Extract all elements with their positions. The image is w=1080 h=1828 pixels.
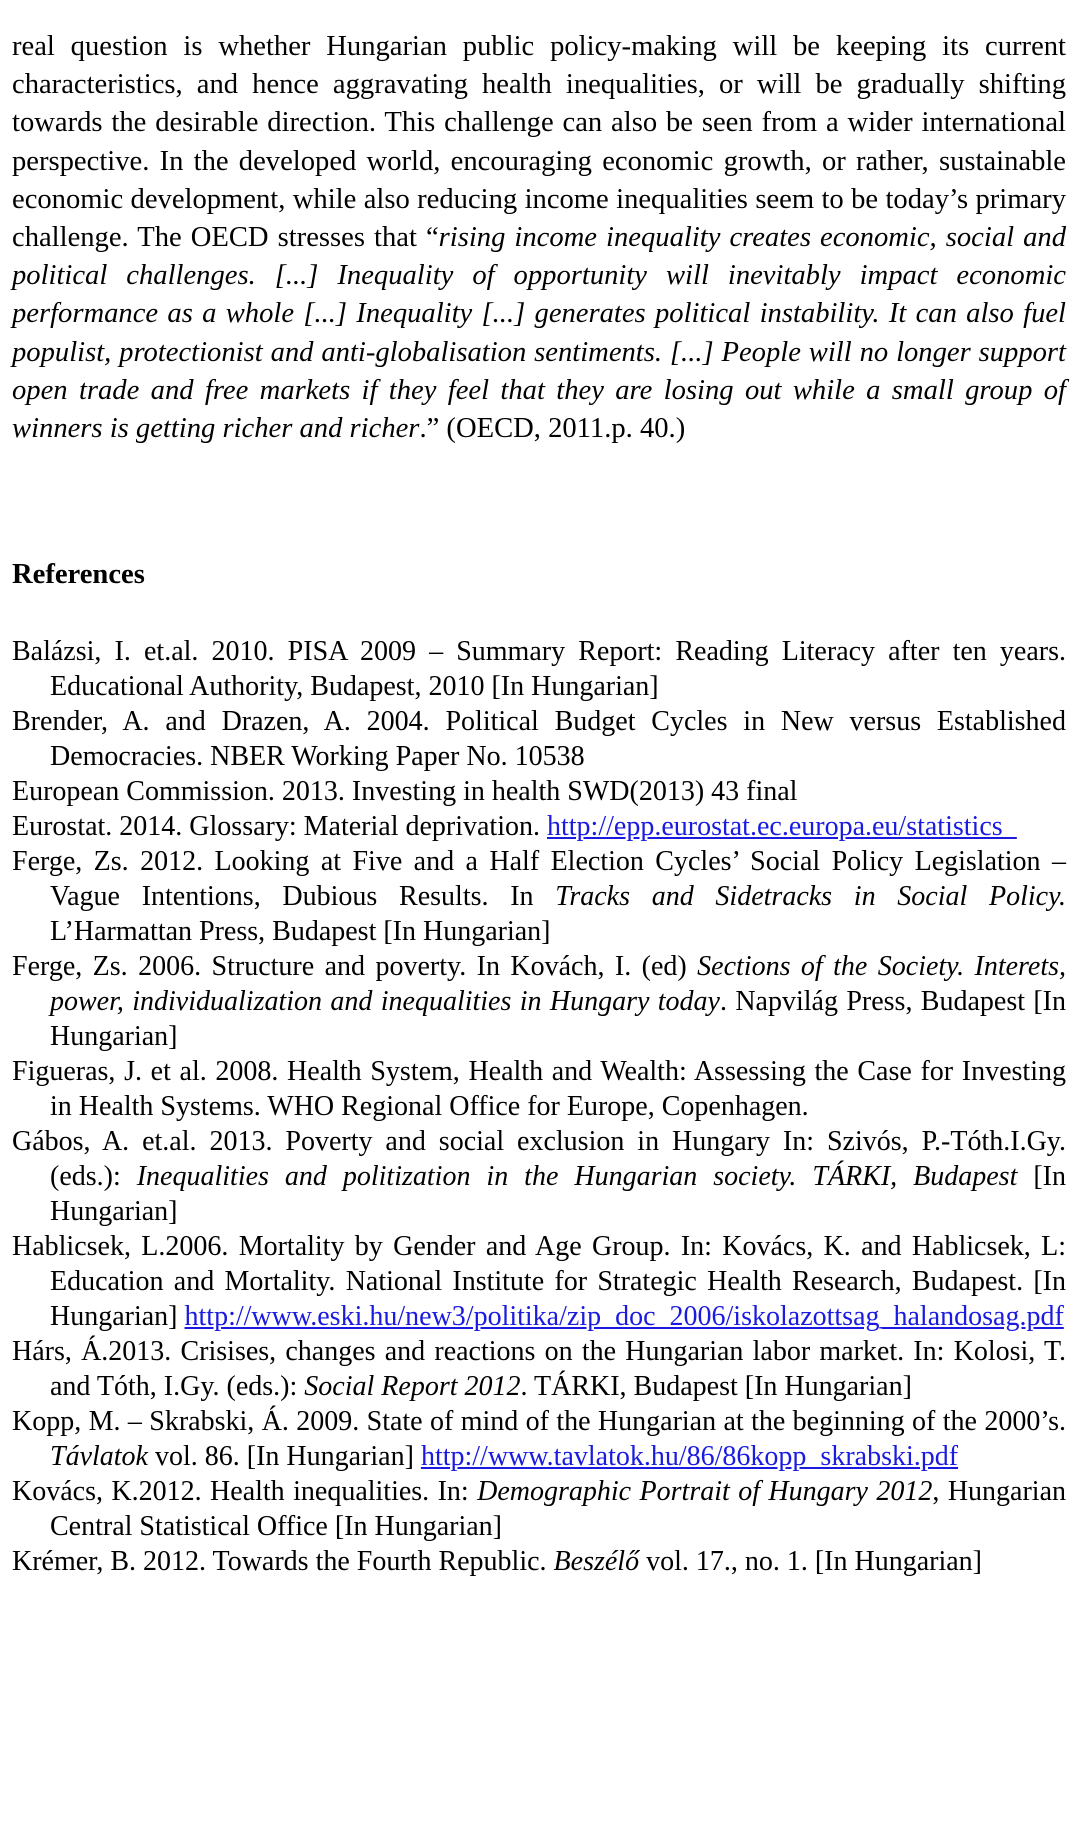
reference-text: Kovács, K.2012. Health inequalities. In: (12, 1476, 478, 1508)
reference-text-continued: vol. 17., no. 1. [In Hungarian] (639, 1546, 983, 1578)
reference-entry (12, 1404, 1066, 1474)
reference-entry (12, 949, 1066, 1054)
reference-entry (12, 844, 1066, 949)
reference-title: Tracks and Sidetracks in Social Policy. (555, 881, 1066, 913)
reference-title: Távlatok (50, 1441, 148, 1473)
reference-entry (12, 1054, 1066, 1124)
paragraph-lead: real question is whether Hungarian public policy-making will be keeping its current characteristics, and hence aggravating health inequalities, or will be gradually shifting towards the desirable direction. This challenge can also be seen from a wider international perspective. In the developed world, encouraging economic growth, or rather, sustainable economic development, while also reducing income inequalities seem to be today’s primary challenge. The OECD stresses that “ (12, 31, 1066, 254)
reference-text-continued: . Napvilág Press, Budapest [In Hungarian] (50, 986, 1067, 1053)
reference-text: Kopp, M. – Skrabski, Á. 2009. State of mind of the Hungarian at the beginning of the 2000’s. (12, 1406, 1066, 1438)
reference-entry (12, 1544, 1066, 1579)
body-paragraph (12, 28, 1066, 448)
reference-text: Eurostat. 2014. Glossary: Material deprivation. (12, 811, 547, 843)
reference-title: Social Report 2012 (304, 1371, 521, 1403)
reference-entry (12, 809, 1066, 844)
reference-text-continued: [In Hungarian] (50, 1161, 1066, 1228)
reference-text: European Commission. 2013. Investing in health SWD(2013) 43 final (12, 776, 798, 808)
paragraph-citation: .” (OECD, 2011.p. 40.) (419, 413, 686, 445)
reference-text: Ferge, Zs. 2012. Looking at Five and a Half Election Cycles’ Social Policy Legislation – Vague Intentions, Dubious Results. In (12, 846, 1066, 913)
reference-link[interactable]: http://epp.eurostat.ec.europa.eu/statistics_ (547, 811, 1017, 843)
reference-entry (12, 774, 1066, 809)
reference-text-continued: vol. 86. [In Hungarian] (148, 1441, 421, 1473)
reference-entry (12, 1229, 1066, 1334)
oecd-quote: rising income inequality creates economic, social and political challenges. [...] Inequality of opportunity will inevitably impact economic performance as a whole [...] Inequality [...] generates political instability. It can also fuel populist, protectionist and anti-globalisation sentiments. [...] People will no longer support open trade and free markets if they feel that they are losing out while a small group of winners is getting richer and richer (12, 222, 1066, 445)
reference-title: Beszélő (553, 1546, 640, 1578)
reference-title: Sections of the Society. Interets, power, individualization and inequalities in Hungary today (50, 951, 1066, 1018)
reference-title: Demographic Portrait of Hungary 2012 (477, 1476, 933, 1508)
reference-link[interactable]: http://www.tavlatok.hu/86/86kopp_skrabski.pdf (420, 1441, 959, 1473)
reference-entry (12, 1124, 1066, 1229)
reference-text-continued: . TÁRKI, Budapest [In Hungarian] (520, 1371, 912, 1403)
reference-entry (12, 704, 1066, 774)
reference-list (12, 634, 1066, 1579)
reference-text: Krémer, B. 2012. Towards the Fourth Republic. (12, 1546, 554, 1578)
reference-entry (12, 1334, 1066, 1404)
reference-entry (12, 1474, 1066, 1544)
references-heading: References (12, 559, 145, 591)
reference-text: Figueras, J. et al. 2008. Health System, Health and Wealth: Assessing the Case for Investing in Health Systems. WHO Regional Office for Europe, Copenhagen. (12, 1056, 1066, 1123)
reference-link[interactable]: http://www.eski.hu/new3/politika/zip_doc_2006/iskolazottsag_halandosag.pdf (184, 1301, 1064, 1333)
reference-text-continued: L’Harmattan Press, Budapest [In Hungarian] (50, 916, 551, 948)
reference-text: Balázsi, I. et.al. 2010. PISA 2009 – Summary Report: Reading Literacy after ten years. Educational Authority, Budapest, 2010 [In Hungarian] (12, 636, 1066, 703)
reference-text: Ferge, Zs. 2006. Structure and poverty. In Kovách, I. (ed) (12, 951, 698, 983)
reference-text: Brender, A. and Drazen, A. 2004. Political Budget Cycles in New versus Established Democracies. NBER Working Paper No. 10538 (12, 706, 1066, 773)
reference-text: Hablicsek, L.2006. Mortality by Gender and Age Group. In: Kovács, K. and Hablicsek, L: Education and Mortality. National Institute for Strategic Health Research, Budapest. [In Hungarian] (12, 1231, 1066, 1333)
reference-text: Hárs, Á.2013. Crisises, changes and reactions on the Hungarian labor market. In: Kolosi, T. and Tóth, I.Gy. (eds.): (12, 1336, 1066, 1403)
reference-text-continued: , Hungarian Central Statistical Office [In Hungarian] (50, 1476, 1066, 1543)
reference-title: Inequalities and politization in the Hungarian society. TÁRKI, Budapest (136, 1161, 1018, 1193)
reference-entry (12, 634, 1066, 704)
reference-text: Gábos, A. et.al. 2013. Poverty and social exclusion in Hungary In: Szivós, P.-Tóth.I.Gy. (eds.): (12, 1126, 1066, 1193)
document-page (0, 28, 1080, 1828)
